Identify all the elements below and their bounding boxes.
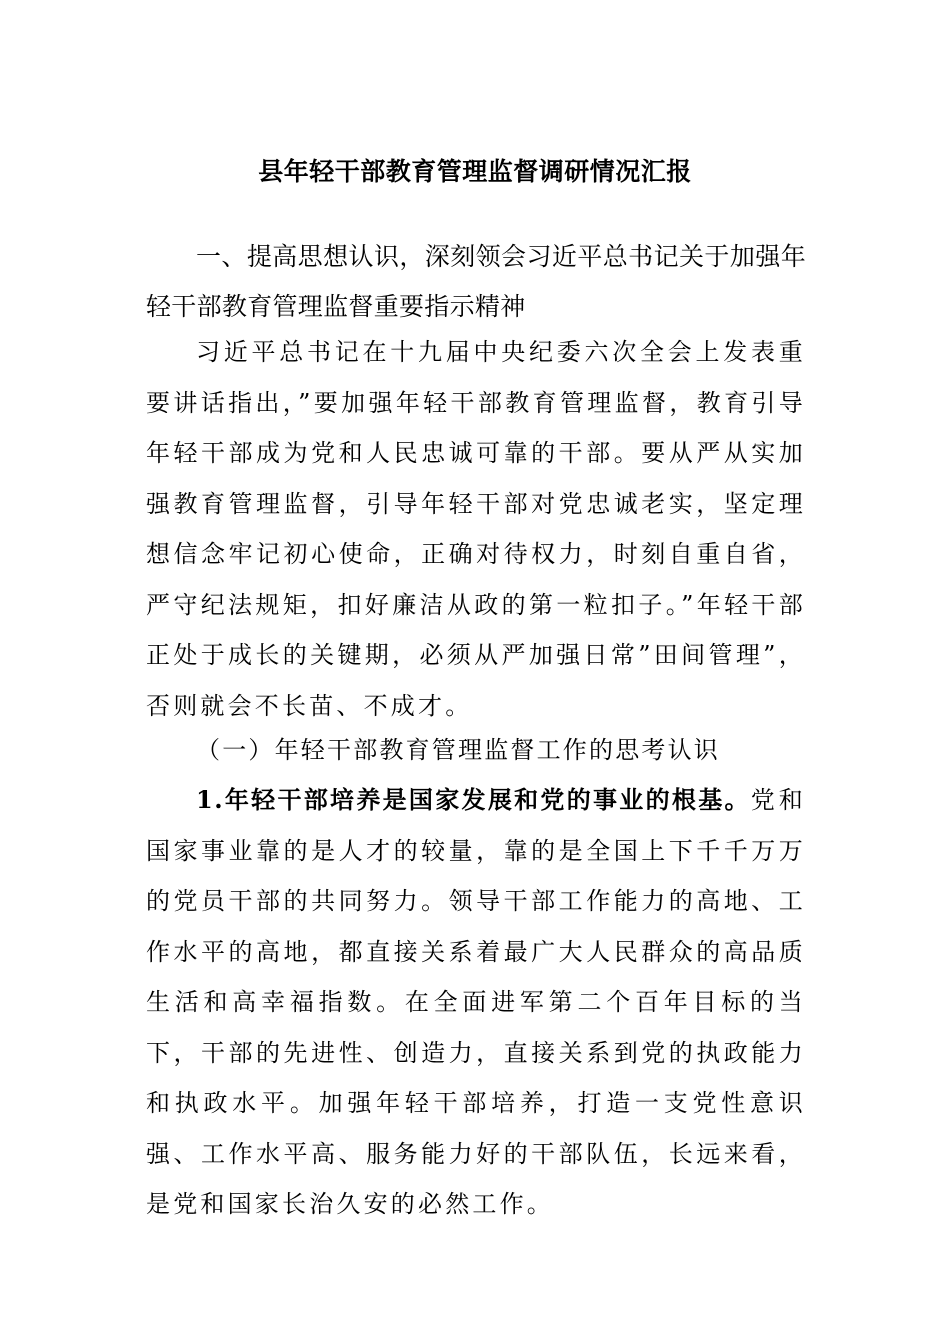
subsection-heading: （一）年轻干部教育管理监督工作的思考认识 [196,736,720,764]
section-heading: 一、提高思想认识，深刻领会习近平总书记关于加强年轻干部教育管理监督重要指示精神 [146,242,806,321]
body-paragraph-1: 习近平总书记在十九届中央纪委六次全会上发表重要讲话指出，”要加强年轻干部教育管理监督，教育引导年轻干部成为党和人民忠诚可靠的干部。要从严从实加强教育管理监督，引导年轻干部对党忠诚老实，坚定理想信念牢记初心使命，正确对待权力，时刻自重自省，严守纪法规矩，扣好廉洁从政的第一粒扣子。”年轻干部正处于成长的关键期，必须从严加强日常”田间管理”，否则就会不长苗、不成才。 [146,338,806,720]
point-lead-sentence: 1.年轻干部培养是国家发展和党的事业的根基。 [196,785,751,814]
point-body-text: 党和国家事业靠的是人才的较量，靠的是全国上下千千万万的党员干部的共同努力。领导干部工作能力的高地、工作水平的高地，都直接关系着最广大人民群众的高品质生活和高幸福指数。在全面进军第二个百年目标的当下，干部的先进性、创造力，直接关系到党的执政能力和执政水平。加强年轻干部培养，打造一支党性意识强、工作水平高、服务能力好的干部队伍，长远来看，是党和国家长治久安的必然工作。 [146,786,806,1218]
body-paragraph-2 [146,775,806,1230]
document-title: 县年轻干部教育管理监督调研情况汇报 [258,157,692,186]
